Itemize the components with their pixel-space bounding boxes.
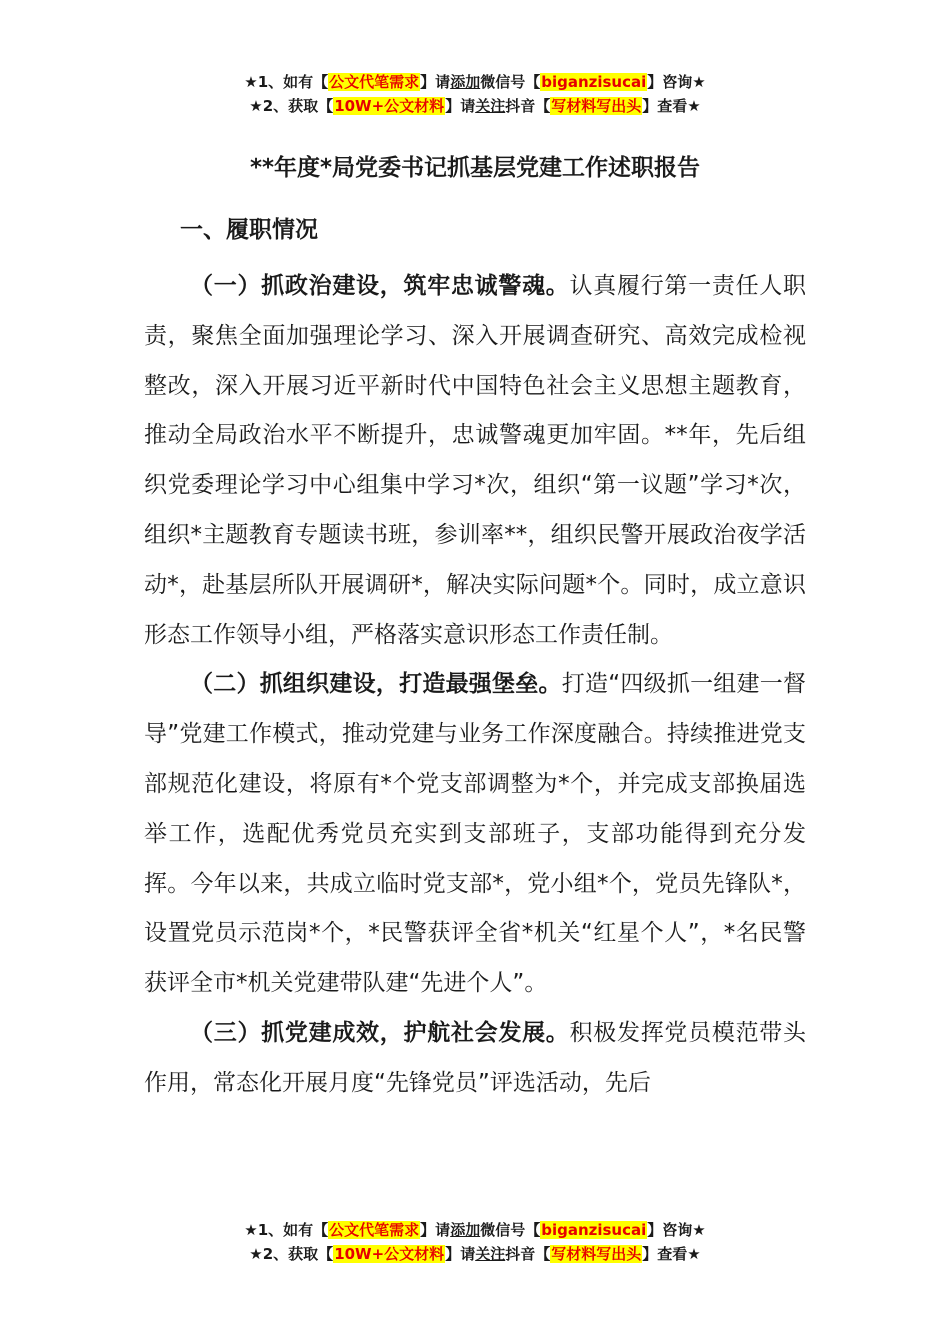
banner-text: 】请 [445, 97, 476, 115]
banner-text: ★1、如有【 [244, 1221, 329, 1239]
underlined-text: 关注 [475, 97, 506, 115]
banner-line-2 [0, 94, 950, 118]
banner-text: 】请 [420, 73, 451, 91]
banner-line-1 [0, 70, 950, 94]
banner-text: ★2、获取【 [249, 1245, 334, 1263]
highlight-text: 公文代笔需求 [329, 73, 420, 91]
paragraph-1 [144, 262, 806, 660]
banner-text: 】请 [420, 1221, 451, 1239]
banner-text: 抖音【 [505, 1245, 551, 1263]
highlight-text: 10W+公文材料 [334, 1245, 445, 1263]
paragraph-lead: （一）抓政治建设，筑牢忠诚警魂。 [190, 273, 570, 299]
underlined-text: 关注 [475, 1245, 506, 1263]
document-body [144, 262, 806, 1109]
banner-text: ★2、获取【 [249, 97, 334, 115]
banner-text: 】查看★ [642, 1245, 701, 1263]
highlight-text: biganzisucai [541, 73, 647, 91]
banner-text: 抖音【 [505, 97, 551, 115]
paragraph-lead: （三）抓党建成效，护航社会发展。 [190, 1019, 570, 1046]
paragraph-text: 打造“四级抓一组建一督导”党建工作模式，推动党建与业务工作深度融合。持续推进党支部规范化建设，将原有*个党支部调整为*个，并完成支部换届选举工作，选配优秀党员充实到支部班子，支部功能得到充分发挥。今年以来，共成立临时党支部*，党小组*个，党员先锋队*，设置党员示范岗*个，*民警获评全省*机关“红星个人”，*名民警获评全市*机关党建带队建“先进个人”。 [144, 671, 807, 997]
banner-line-2 [0, 1242, 950, 1266]
banner-text: ★1、如有【 [244, 73, 329, 91]
banner-text: 微信号【 [480, 73, 541, 91]
underlined-text: 添加 [450, 1221, 481, 1239]
document-title: **年度*局党委书记抓基层党建工作述职报告 [249, 155, 701, 181]
banner-text: 】咨询★ [647, 1221, 706, 1239]
paragraph-lead: （二）抓组织建设，打造最强堡垒。 [190, 671, 562, 698]
header-banner [0, 70, 950, 118]
banner-text: 】咨询★ [647, 73, 706, 91]
section-heading: 一、履职情况 [180, 217, 318, 243]
paragraph-text: 认真履行第一责任人职责，聚焦全面加强理论学习、深入开展调查研究、高效完成检视整改，深入开展习近平新时代中国特色社会主义思想主题教育，推动全局政治水平不断提升，忠诚警魂更加牢固。**年，先后组织党委理论学习中心组集中学习*次，组织“第一议题”学习*次，组织*主题教育专题读书班，参训率**，组织民警开展政治夜学活动*，赴基层所队开展调研*，解决实际问题*个。同时，成立意识形态工作领导小组，严格落实意识形态工作责任制。 [144, 273, 807, 648]
highlight-text: 写材料写出头 [551, 1245, 642, 1263]
underlined-text: 添加 [450, 73, 481, 91]
paragraph-2 [144, 660, 806, 1009]
highlight-text: 公文代笔需求 [329, 1221, 420, 1239]
highlight-text: 写材料写出头 [551, 97, 642, 115]
highlight-text: 10W+公文材料 [334, 97, 445, 115]
banner-text: 】请 [445, 1245, 476, 1263]
paragraph-3 [144, 1009, 806, 1109]
footer-banner [0, 1218, 950, 1266]
banner-text: 微信号【 [480, 1221, 541, 1239]
banner-text: 】查看★ [642, 97, 701, 115]
highlight-text: biganzisucai [541, 1221, 647, 1239]
paragraph-text: 积极发挥党员模范带头作用，常态化开展月度“先锋党员”评选活动，先后 [144, 1019, 807, 1096]
banner-line-1 [0, 1218, 950, 1242]
